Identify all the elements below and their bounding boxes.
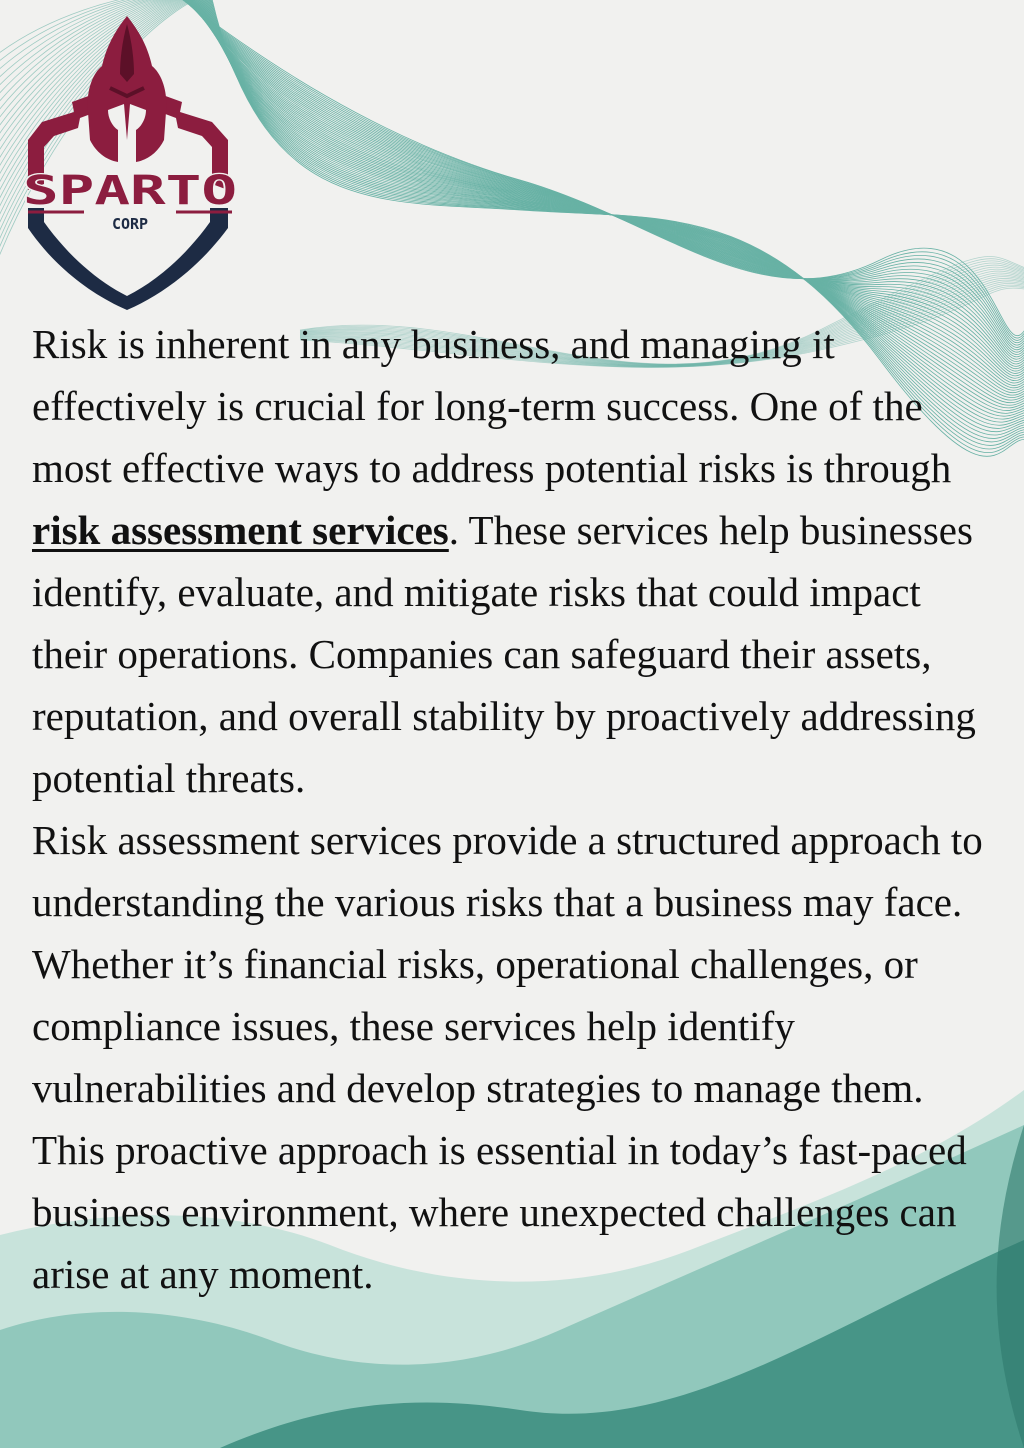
article-body [32,313,1004,1305]
logo-wordmark: SPARTO [23,168,237,214]
paragraph-1 [32,313,1004,809]
paragraph-2: Risk assessment services provide a structured approach to understanding the various risks that a business may face. Whether it’s financial risks, operational challenges, or compliance issues, these services help identify vulnerabilities and develop strategies to manage them. This proactive approach is essential in today’s fast-paced business environment, where unexpected challenges can arise at any moment. [32,817,983,1297]
paragraph-1-intro: Risk is inherent in any business, and managing it effectively is crucial for long-term success. One of the most effective ways to address potential risks is through [32,321,952,491]
paragraph-1-rest: . These services help businesses identify, evaluate, and mitigate risks that could impact their operations. Companies can safeguard their assets, reputation, and overall stability by proactively addressing potential threats. [32,507,976,801]
sparto-corp-logo [14,12,246,312]
logo-subtitle: CORP [111,215,149,233]
risk-assessment-services-link[interactable]: risk assessment services [32,507,449,553]
